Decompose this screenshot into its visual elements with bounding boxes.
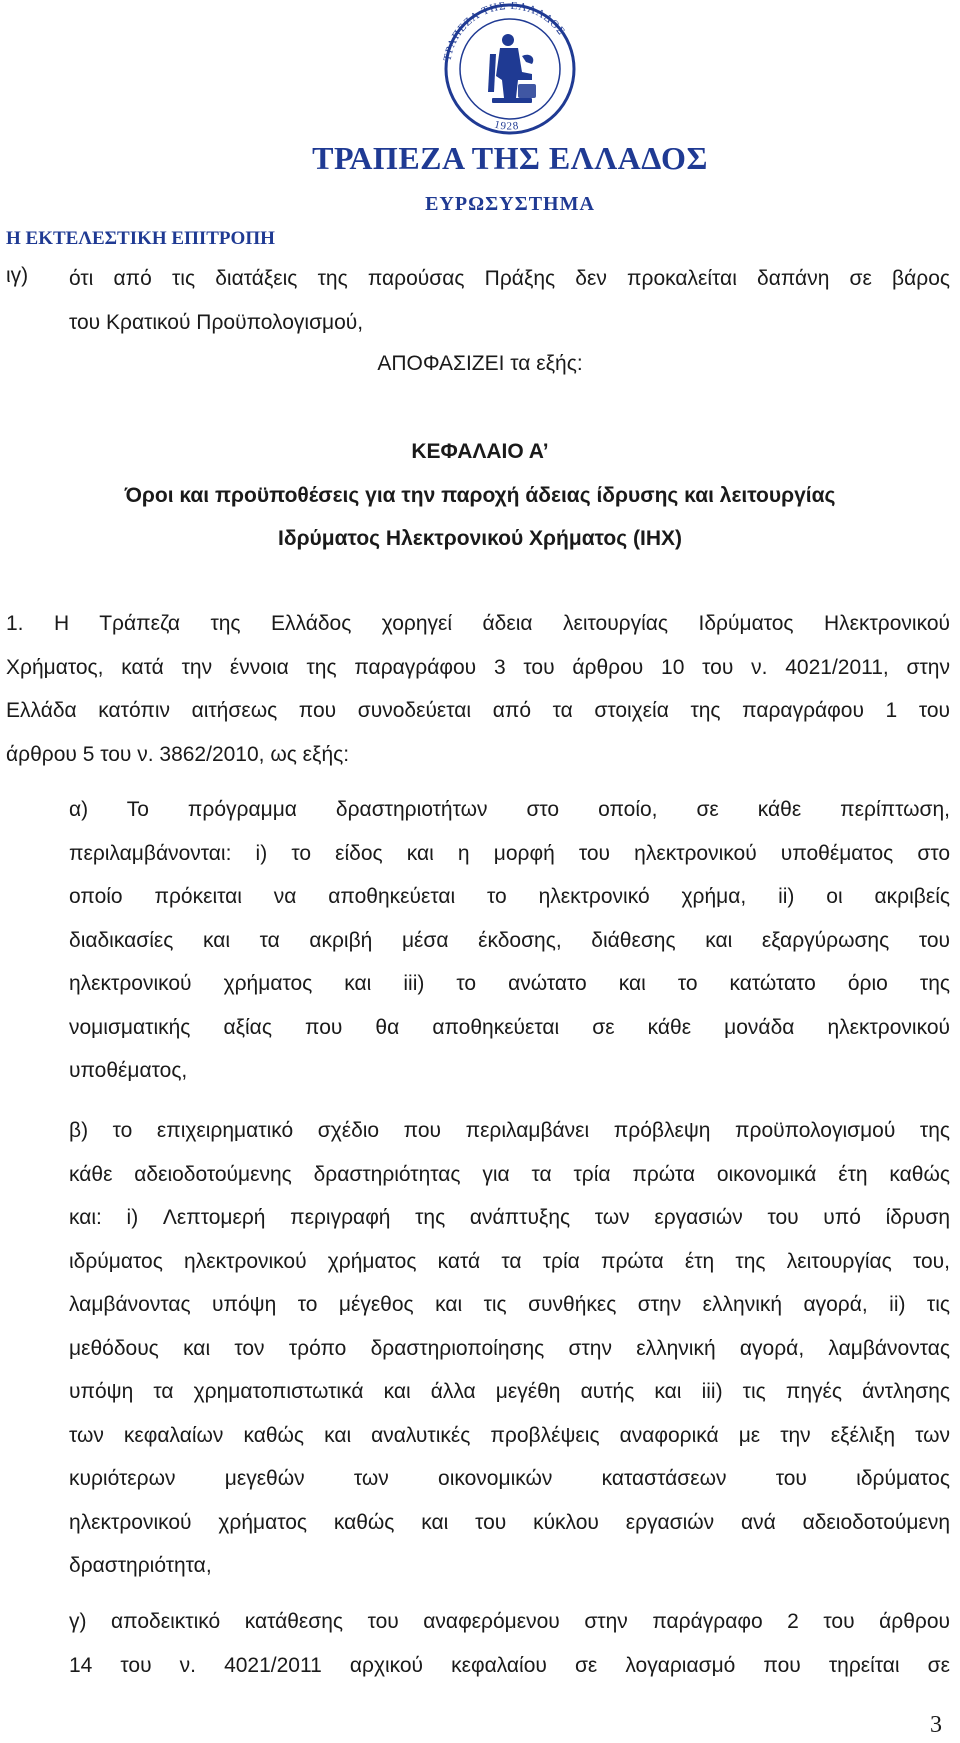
bank-name: ΤΡΑΠΕΖΑ ΤΗΣ ΕΛΛΑΔΟΣ — [312, 140, 708, 176]
text-line: α) Το πρόγραμμα δραστηριοτήτων στο οποίο, σε κάθε περίπτωση, — [69, 798, 950, 821]
text-line: ότι από τις διατάξεις της παρούσας Πράξης δεν προκαλείται δαπάνη σε βάρος — [69, 267, 950, 290]
text-line: οποίο πρόκειται να αποθηκεύεται το ηλεκτρονικό χρήμα, ii) οι ακριβείς — [69, 885, 950, 908]
bank-subtitle: ΕΥΡΩΣΥΣΤΗΜΑ — [425, 193, 595, 215]
text-line: ηλεκτρονικού χρήματος και iii) το ανώτατο και το κατώτατο όριο της — [69, 972, 950, 995]
seal-text: ΤΡΑΠΕΖΑ ΤΗΣ ΕΛΛΑΔΟΣ — [441, 2, 568, 63]
text-line: κάθε αδειοδοτούμενης δραστηριότητας για τα τρία πρώτα οικονομικά έτη καθώς — [69, 1162, 950, 1186]
item-b — [69, 1109, 950, 1588]
text-line: υπόψη τα χρηματοπιστωτικά και άλλα μεγέθη αυτής και iii) τις πηγές άντλησης — [69, 1380, 950, 1403]
text-line: διαδικασίες και τα ακριβή μέσα έκδοσης, διάθεσης και εξαργύρωσης του — [69, 928, 950, 952]
recital-marker: ιγ) — [6, 264, 29, 287]
text-line: Χρήματος, κατά την έννοια της παραγράφου 3 του άρθρου 10 του ν. 4021/2011, στην — [6, 655, 950, 679]
text-line: ιδρύματος ηλεκτρονικού χρήματος κατά τα τρία πρώτα έτη της λειτουργίας του, — [69, 1249, 950, 1273]
text-line: 14 του ν. 4021/2011 αρχικού κεφαλαίου σε λογαριασμό που τηρείται σε — [69, 1653, 950, 1677]
text-line: περιλαμβάνονται: i) το είδος και η μορφή του ηλεκτρονικού υποθέματος στο — [69, 841, 950, 865]
text-line: μεθόδους και τον τρόπο δραστηριοποίησης στην ελληνική αγορά, λαμβάνοντας — [69, 1336, 950, 1360]
text-line: άρθρου 5 του ν. 3862/2010, ως εξής: — [6, 742, 350, 766]
recital — [69, 257, 950, 344]
text-line: και: i) Λεπτομερή περιγραφή της ανάπτυξης των εργασιών του υπό ίδρυση — [69, 1206, 950, 1229]
decision-heading: ΑΠΟΦΑΣΙΖΕΙ τα εξής: — [377, 352, 583, 375]
text-line: υποθέματος, — [69, 1059, 188, 1082]
text-line: των κεφαλαίων καθώς και αναλυτικές προβλέψεις αναφορικά με την εξέλιξη των — [69, 1423, 950, 1447]
svg-text:1928 — [493, 119, 520, 133]
seated-figure-icon — [488, 34, 536, 103]
text-line: λαμβάνοντας υπόψη το μέγεθος και τις συνθήκες στην ελληνική αγορά, ii) τις — [69, 1293, 950, 1316]
bank-seal-icon — [432, 2, 588, 136]
chapter-title: ΚΕΦΑΛΑΙΟ Α’ — [411, 440, 549, 463]
paragraph-1 — [6, 602, 950, 776]
text-line: β) το επιχειρηματικό σχέδιο που περιλαμβάνει πρόβλεψη προϋπολογισμού της — [69, 1119, 950, 1142]
committee-heading: Η ΕΚΤΕΛΕΣΤΙΚΗ ΕΠΙΤΡΟΠΗ — [6, 228, 275, 249]
text-line: 1. Η Τράπεζα της Ελλάδος χορηγεί άδεια λειτουργίας Ιδρύματος Ηλεκτρονικού — [6, 612, 950, 635]
item-a — [69, 788, 950, 1093]
text-line: του Κρατικού Προϋπολογισμού, — [69, 310, 364, 334]
seal-year: 1928 — [493, 118, 520, 133]
bank-logo — [300, 0, 720, 220]
text-line: δραστηριότητα, — [69, 1554, 212, 1577]
chapter-heading-line: Ιδρύματος Ηλεκτρονικού Χρήματος (ΙΗΧ) — [278, 527, 682, 550]
text-line: κυριότερων μεγεθών των οικονομικών καταστάσεων του ιδρύματος — [69, 1467, 950, 1490]
item-c — [69, 1600, 950, 1687]
chapter-heading-line: Όροι και προϋποθέσεις για την παροχή άδειας ίδρυσης και λειτουργίας — [124, 484, 836, 507]
text-line: Ελλάδα κατόπιν αιτήσεως που συνοδεύεται από τα στοιχεία της παραγράφου 1 του — [6, 699, 950, 722]
page-number: 3 — [930, 1712, 942, 1738]
text-line: γ) αποδεικτικό κατάθεσης του αναφερόμενου στην παράγραφο 2 του άρθρου — [69, 1610, 950, 1633]
text-line: ηλεκτρονικού χρήματος καθώς και του κύκλου εργασιών ανά αδειοδοτούμενη — [69, 1510, 950, 1534]
text-line: νομισματικής αξίας που θα αποθηκεύεται σε κάθε μονάδα ηλεκτρονικού — [69, 1015, 950, 1039]
